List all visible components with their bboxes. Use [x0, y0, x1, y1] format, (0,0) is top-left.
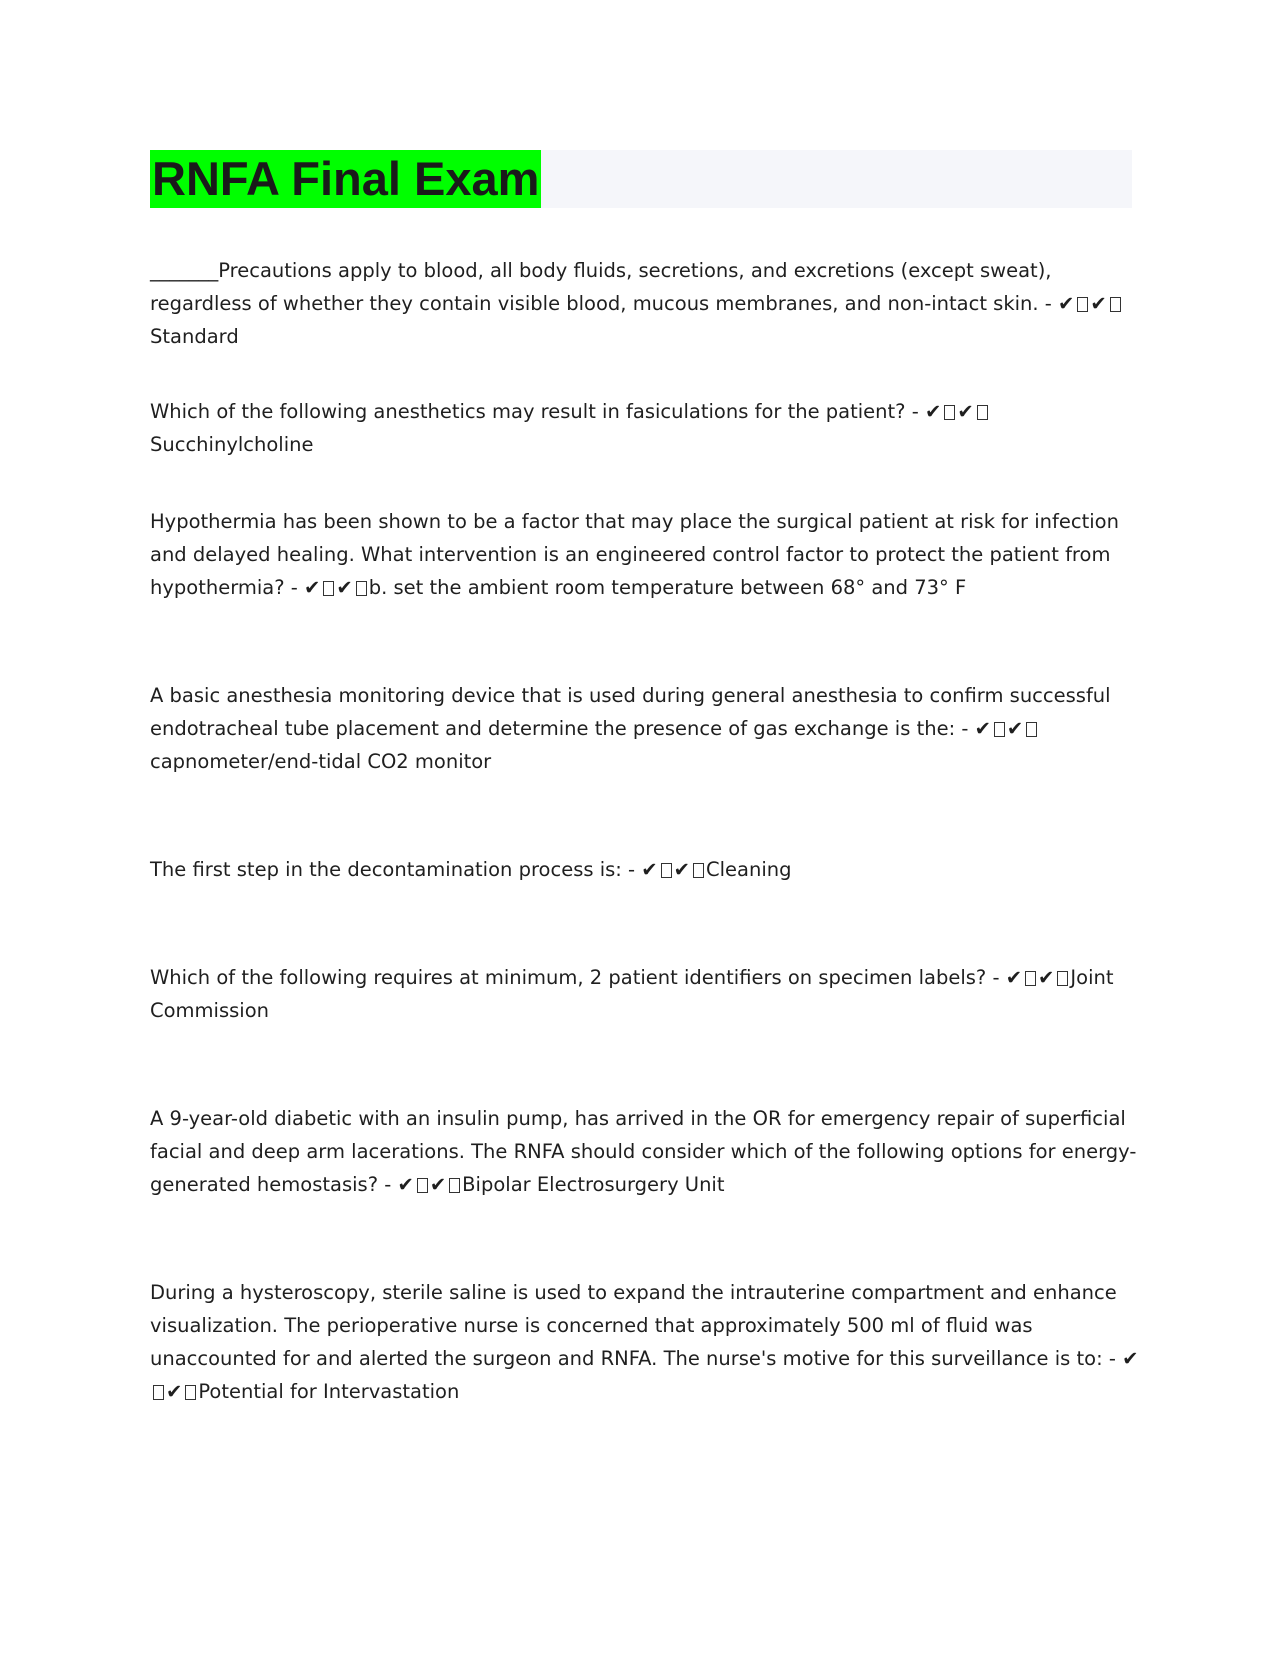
qa-item-8 — [150, 1276, 1140, 1408]
check-icon: ✔ — [641, 858, 658, 881]
box-icon — [323, 581, 334, 596]
box-icon — [1025, 971, 1036, 986]
question-text: Which of the following requires at minimum, 2 patient identifiers on specimen labels? — [150, 966, 987, 989]
box-icon — [185, 1385, 196, 1400]
question-text: A basic anesthesia monitoring device that is used during general anesthesia to confirm successful endotracheal tube placement and determine the presence of gas exchange is the: — [150, 684, 1111, 740]
box-icon — [977, 405, 988, 420]
title-band — [150, 150, 1132, 208]
qa-item-3 — [150, 505, 1140, 604]
qa-item-1 — [150, 254, 1140, 353]
qa-item-7 — [150, 1102, 1140, 1201]
check-icon: ✔ — [1006, 717, 1024, 740]
check-icon: ✔ — [429, 1173, 447, 1196]
question-text: Which of the following anesthetics may result in fasiculations for the patient? — [150, 400, 906, 423]
box-icon — [417, 1178, 428, 1193]
answer-text: capnometer/end-tidal CO2 monitor — [150, 750, 492, 773]
check-icon: ✔ — [304, 576, 321, 599]
qa-item-4 — [150, 679, 1140, 778]
answer-text: Potential for Intervastation — [198, 1380, 460, 1403]
box-icon — [153, 1385, 164, 1400]
document-title: RNFA Final Exam — [150, 150, 541, 208]
check-icon: ✔ — [336, 576, 353, 599]
check-icon: ✔ — [974, 717, 991, 740]
question-text: A 9-year-old diabetic with an insulin pump, has arrived in the OR for emergency repair of superficial facial and deep arm lacerations. The RNFA should consider which of the following options for energy-generated hemostasis? — [150, 1107, 1137, 1196]
separator: - — [955, 717, 975, 740]
check-icon: ✔ — [1038, 966, 1055, 989]
question-text: _______Precautions apply to blood, all body fluids, secretions, and excretions (except sweat), regardless of whether they contain visible blood, mucous membranes, and non-intact skin. — [150, 259, 1052, 315]
check-icon: ✔ — [1090, 292, 1107, 315]
check-icon: ✔ — [673, 858, 690, 881]
check-icon: ✔ — [1122, 1347, 1139, 1370]
box-icon — [661, 863, 672, 878]
box-icon — [1110, 297, 1121, 312]
answer-text: Standard — [150, 325, 239, 348]
answer-text: Cleaning — [705, 858, 792, 881]
separator: - — [378, 1173, 398, 1196]
question-text: During a hysteroscopy, sterile saline is used to expand the intrauterine compartment and enhance visualization. The perioperative nurse is concerned that approximately 500 ml of fluid was unaccounted for and alerted the surgeon and RNFA. The nurse's motive for this surveillance is to: — [150, 1281, 1117, 1370]
answer-text: Succhinylcholine — [150, 433, 314, 456]
qa-item-6 — [150, 961, 1140, 1027]
box-icon — [1057, 971, 1068, 986]
question-text: Hypothermia has been shown to be a factor that may place the surgical patient at risk for infection and delayed healing. What intervention is an engineered control factor to protect the patient from hypothermia? — [150, 510, 1119, 599]
check-icon: ✔ — [397, 1173, 414, 1196]
separator: - — [905, 400, 925, 423]
box-icon — [994, 722, 1005, 737]
answer-text: Joint Commission — [150, 966, 1114, 1022]
question-text: The first step in the decontamination process is: — [150, 858, 622, 881]
answer-text: Bipolar Electrosurgery Unit — [462, 1173, 725, 1196]
separator: - — [1038, 292, 1059, 315]
check-icon: ✔ — [957, 400, 974, 423]
box-icon — [1077, 297, 1088, 312]
separator: - — [986, 966, 1006, 989]
box-icon — [1026, 722, 1037, 737]
qa-item-2 — [150, 395, 1140, 461]
separator: - — [621, 858, 642, 881]
check-icon: ✔ — [924, 400, 942, 423]
box-icon — [449, 1178, 460, 1193]
box-icon — [944, 405, 955, 420]
check-icon: ✔ — [1005, 966, 1023, 989]
box-icon — [356, 581, 367, 596]
box-icon — [693, 863, 704, 878]
separator: - — [1102, 1347, 1123, 1370]
answer-text: b. set the ambient room temperature between 68° and 73° F — [368, 576, 967, 599]
qa-item-5 — [150, 853, 1140, 886]
separator: - — [284, 576, 305, 599]
check-icon: ✔ — [1058, 292, 1075, 315]
check-icon: ✔ — [166, 1380, 183, 1403]
